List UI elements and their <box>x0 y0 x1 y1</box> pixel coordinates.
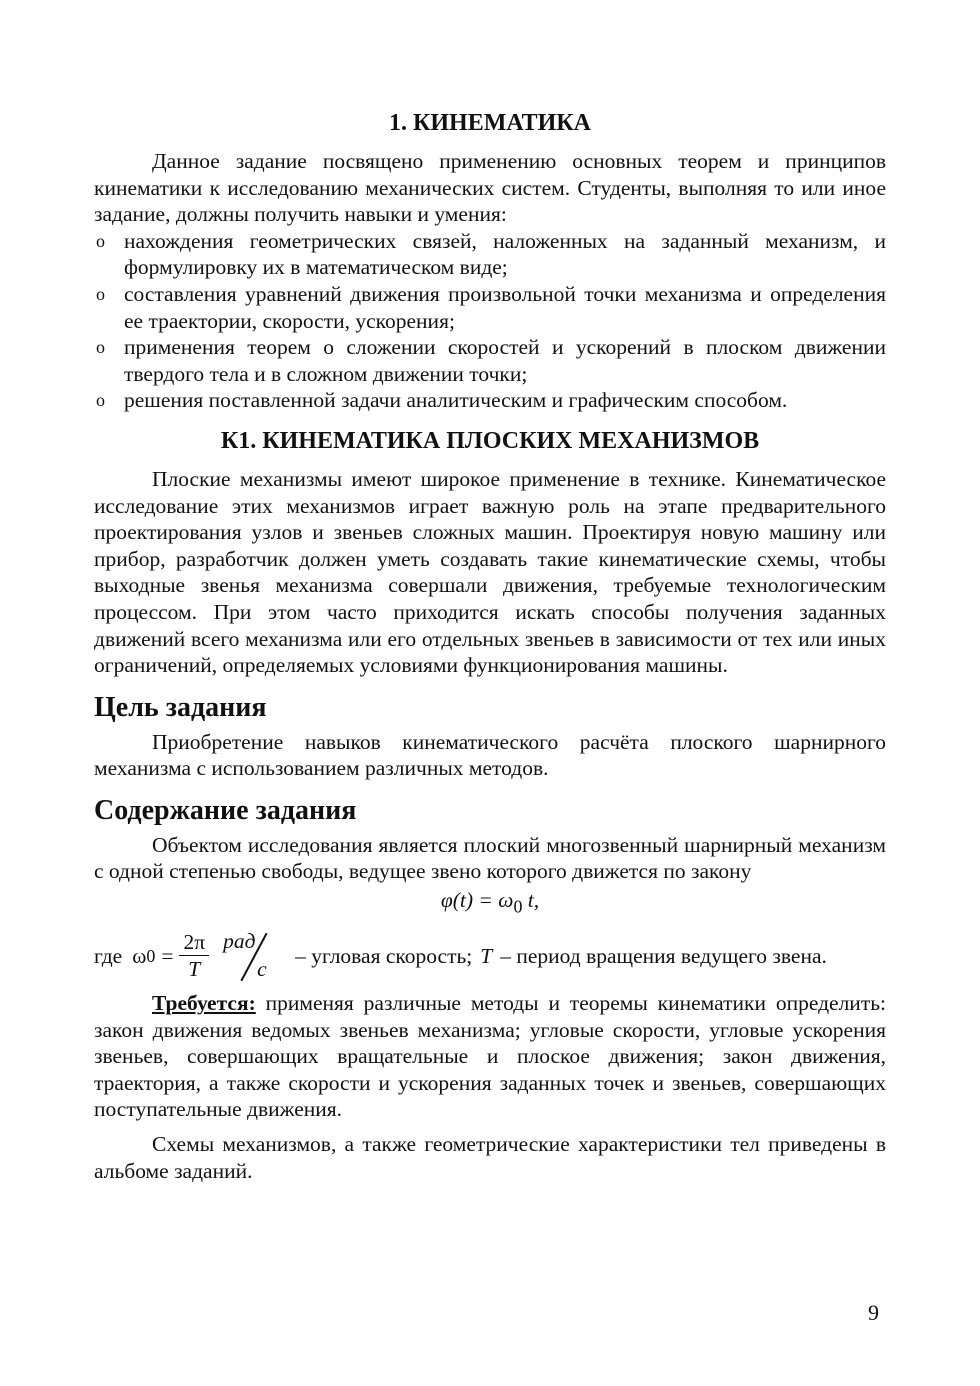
angular-velocity-label: – угловая скорость; <box>295 943 473 968</box>
unit-denominator: с <box>257 956 267 981</box>
page-number: 9 <box>868 1300 879 1325</box>
unit-numerator: рад <box>223 928 256 953</box>
required-label: Требуется: <box>152 990 256 1015</box>
equals-sign: = <box>161 943 174 968</box>
omega-symbol: ω <box>132 943 147 968</box>
bullet-marker: o <box>96 390 105 411</box>
schemes-paragraph: Схемы механизмов, а также геометрические характеристики тел приведены в альбоме заданий. <box>94 1131 886 1183</box>
period-symbol: T <box>480 943 493 968</box>
list-item <box>94 334 886 387</box>
goal-heading: Цель задания <box>94 691 267 723</box>
fraction-numerator: 2π <box>179 929 209 956</box>
required-text: применяя различные методы и теоремы кинематики определить: закон движения ведомых звеньев механизма; угловые скорости, угловые ускорения звеньев, совершающих вращательные и плоское движения; закон движения, траектория, а также скорости и ускорения заданных точек и звеньев, совершающих поступательные движения. <box>94 990 886 1122</box>
motion-law-formula <box>94 887 886 920</box>
fraction-denominator: T <box>188 957 201 982</box>
period-label: – период вращения ведущего звена. <box>500 943 827 968</box>
goal-paragraph: Приобретение навыков кинематического расчёта плоского шарнирного механизма с использованием различных методов. <box>94 729 886 781</box>
subsection-paragraph: Плоские механизмы имеют широкое применение в технике. Кинематическое исследование этих механизмов играет важную роль на этапе предварительного проектирования узлов и звеньев сложных машин. Проектируя новую машину или прибор, разработчик должен уметь создавать такие кинематические схемы, чтобы выходные звенья механизма совершали движения, требуемые технологическим процессом. При этом часто приходится искать способы получения заданных движений всего механизма или его отдельных звеньев в зависимости от тех или иных ограничений, определяемых условиями функционирования машины. <box>94 466 886 678</box>
angular-velocity-definition <box>94 924 886 988</box>
list-item-text: составления уравнений движения произвольной точки механизма и определения ее траектории, скорости, ускорения; <box>124 281 886 333</box>
formula-subscript: 0 <box>513 896 523 917</box>
required-paragraph <box>94 990 886 1123</box>
bullet-marker: o <box>96 337 105 358</box>
content-heading: Содержание задания <box>94 794 357 826</box>
list-item <box>94 281 886 334</box>
intro-paragraph: Данное задание посвящено применению основных теорем и принципов кинематики к исследованию механических систем. Студенты, выполняя то или иное задание, должны получить навыки и умения: <box>94 149 886 227</box>
content-paragraph: Объектом исследования является плоский многозвенный шарнирный механизм с одной степенью свободы, ведущее звено которого движется по закону <box>94 832 886 884</box>
bullet-marker: o <box>96 283 105 304</box>
list-item-text: применения теорем о сложении скоростей и ускорений в плоском движении твердого тела и в сложном движении точки; <box>124 335 886 386</box>
unit-rad-per-s <box>223 926 281 986</box>
bullet-marker: o <box>96 230 105 251</box>
list-item-text: нахождения геометрических связей, наложенных на заданный механизм, и формулировку их в математическом виде; <box>124 228 886 280</box>
document-page <box>94 108 886 1184</box>
where-prefix: где <box>94 943 123 968</box>
skills-list <box>94 228 886 414</box>
two-pi-over-t-fraction <box>179 929 209 982</box>
list-item <box>94 228 886 281</box>
omega-subscript: 0 <box>146 945 156 966</box>
paragraph-gap <box>94 1123 886 1131</box>
section-title: 1. КИНЕМАТИКА <box>388 110 592 136</box>
list-item-text: решения поставленной задачи аналитическим и графическим способом. <box>124 388 788 413</box>
formula-rhs: t, <box>522 888 540 913</box>
subsection-title: К1. КИНЕМАТИКА ПЛОСКИХ МЕХАНИЗМОВ <box>220 427 760 454</box>
formula-lhs: φ(t) = ω <box>440 888 514 913</box>
list-item <box>94 387 886 414</box>
